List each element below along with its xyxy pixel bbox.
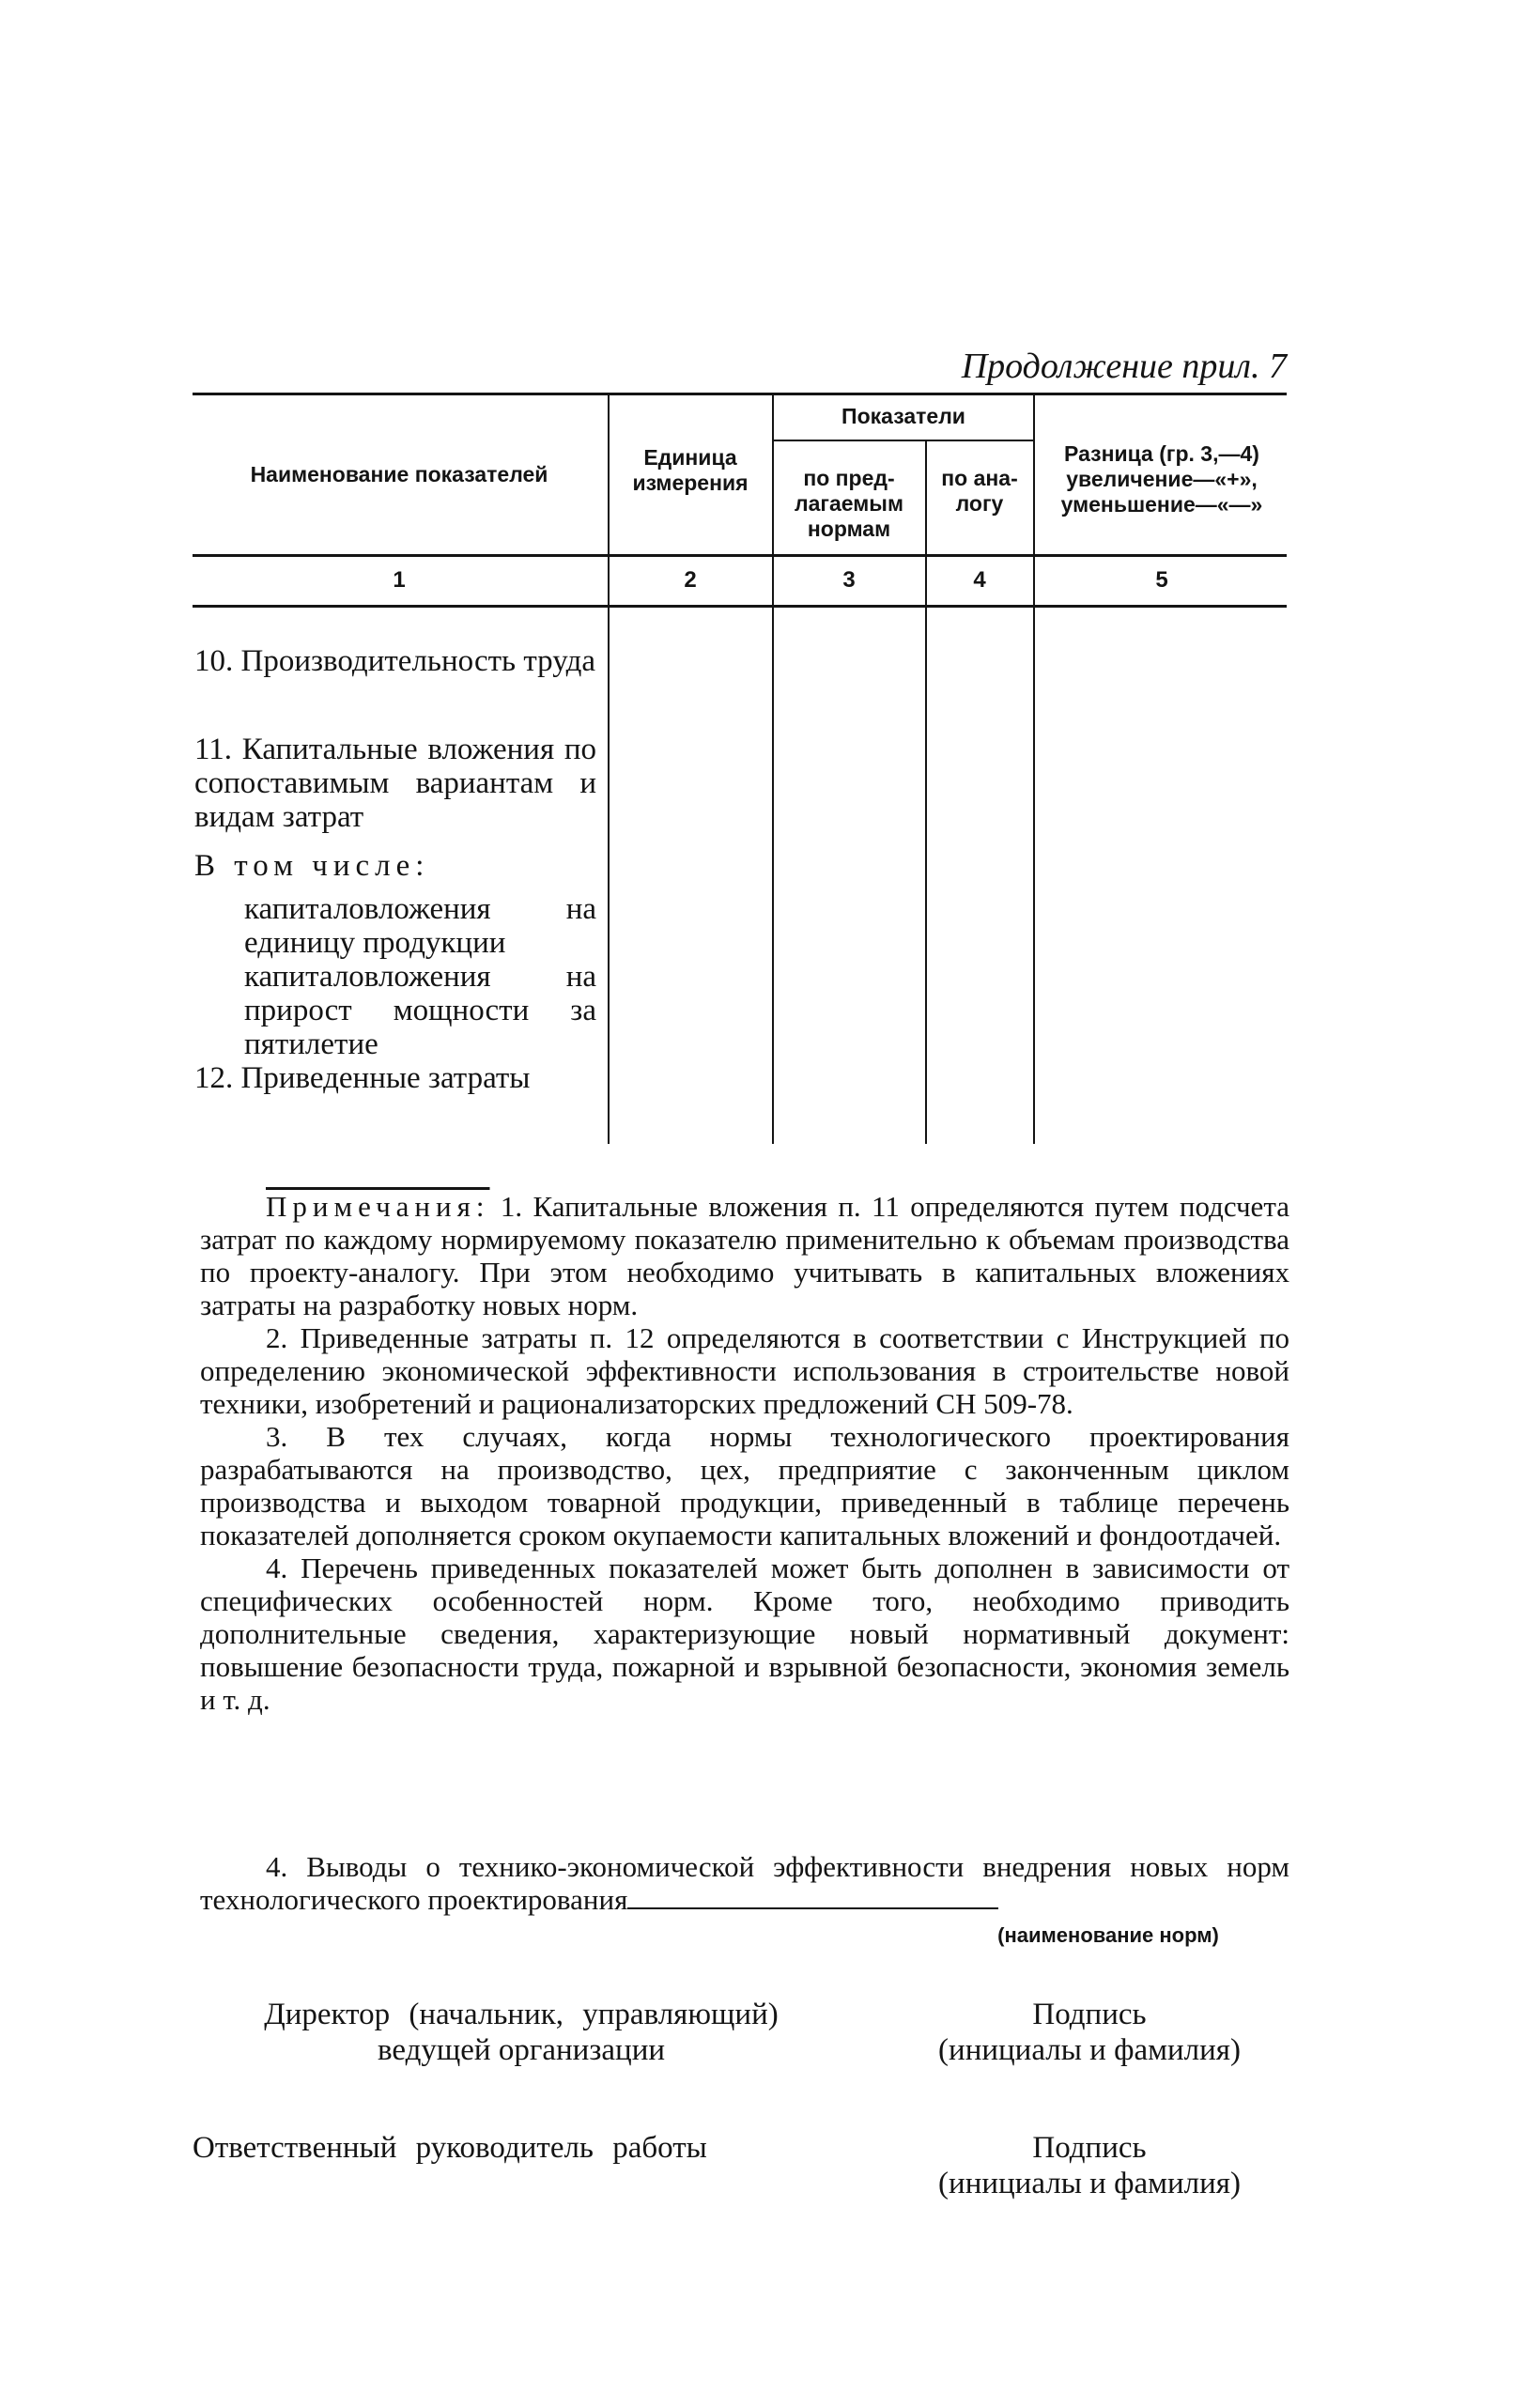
header-unit: Единица измерения	[632, 445, 749, 495]
note-item: Примечания: 1. Капитальные вложения п. 11 определяются путем подсчета затрат по каждому нормируемому показателю применительно к объемам производства по проекту-аналогу. При этом необходимо учитывать в капитальных вложениях затраты на разработку новых норм.	[200, 1190, 1289, 1321]
header-analog: по ана-логу	[941, 466, 1018, 516]
note-item: 4. Перечень приведенных показателей может быть дополнен в зависимости от специфических особенностей норм. Кроме того, необходимо приводить дополнительные сведения, характеризующие новый нормативный документ: повышение безопасности труда, пожарной и взрывной безопасности, экономия земель и т. д.	[200, 1551, 1289, 1716]
notes-section	[200, 1190, 1289, 1716]
column-number: 2	[684, 567, 697, 593]
notes-title: Примечания:	[266, 1190, 490, 1223]
conclusion-section	[200, 1850, 1289, 1916]
director-title: Директор (начальник, управляющий) ведущей организации	[264, 1998, 779, 2067]
norms-name-fill-line	[627, 1907, 998, 1909]
row-capital-investments: 11. Капитальные вложения по сопоставимым вариантам и видам затрат	[194, 733, 596, 834]
column-number-rule	[193, 605, 1287, 608]
column-number: 3	[842, 567, 856, 593]
header-name: Наименование показателей	[250, 462, 548, 486]
row-capex-per-unit: капиталовложения на единицу продукции	[244, 892, 596, 960]
header-indicators: Показатели	[841, 404, 965, 428]
header-proposed: по пред-лагаемым нормам	[795, 466, 903, 541]
row-capex-capacity: капиталовложения на прирост мощности за пятилетие	[244, 960, 596, 1061]
conclusion-text: 4. Выводы о технико-экономической эффективности внедрения новых норм технологического проектирования	[200, 1850, 1289, 1916]
table-divider	[772, 393, 774, 1144]
indicators-table	[193, 393, 1287, 1144]
table-divider	[925, 440, 927, 1144]
responsible-signature-block: Подпись (инициалы и фамилия)	[938, 2131, 1241, 2200]
header-difference: Разница (гр. 3,—4) увеличение—«+», уменьшение—«—»	[1060, 441, 1263, 517]
continuation-label: Продолжение прил. 7	[961, 347, 1287, 386]
column-number: 5	[1155, 567, 1168, 593]
note-item: 3. В тех случаях, когда нормы технологического проектирования разрабатываются на производство, цех, предприятие с законченным циклом производства и выходом товарной продукции, приведенный в таблице перечень показателей дополняется сроком окупаемости капитальных вложений и фондоотдачей.	[200, 1420, 1289, 1551]
responsible-title: Ответственный руководитель работы	[193, 2131, 707, 2165]
column-number: 1	[393, 567, 406, 593]
row-reduced-costs: 12. Приведенные затраты	[194, 1061, 531, 1095]
row-including: В том числе:	[194, 849, 430, 883]
header-bottom-rule	[193, 554, 1287, 557]
column-number: 4	[973, 567, 986, 593]
table-top-rule	[193, 393, 1287, 395]
indicators-subheader-rule	[772, 440, 1035, 441]
norms-name-caption: (наименование норм)	[997, 1923, 1219, 1947]
row-labor-productivity: 10. Производительность труда	[194, 644, 596, 678]
table-divider	[1033, 393, 1035, 1144]
note-item: 2. Приведенные затраты п. 12 определяются в соответствии с Инструкцией по определению экономической эффективности использования в строительстве новой техники, изобретений и рационализаторских предложений СН 509-78.	[200, 1321, 1289, 1420]
table-divider	[608, 393, 610, 1144]
director-signature-block: Подпись (инициалы и фамилия)	[938, 1998, 1241, 2067]
